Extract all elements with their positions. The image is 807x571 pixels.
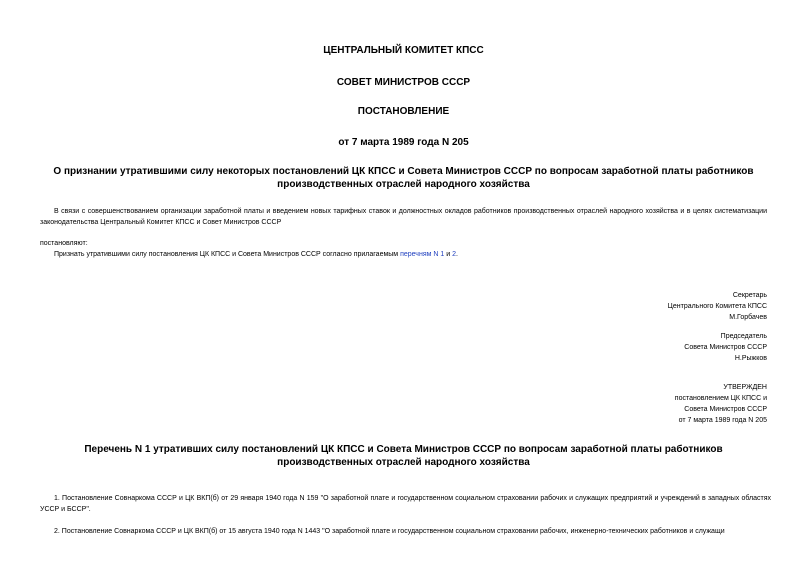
- list-1-link[interactable]: перечням N 1: [400, 251, 445, 258]
- signature-org: Центрального Комитета КПСС: [667, 303, 767, 310]
- decides-label: постановляют:: [40, 240, 88, 247]
- decision-text-mid: и: [444, 251, 453, 258]
- document-type-heading: ПОСТАНОВЛЕНИЕ: [357, 106, 450, 117]
- signature-name: М.Горбачев: [729, 314, 767, 321]
- approval-head: УТВЕРЖДЕН: [723, 384, 767, 391]
- approval-line: постановлением ЦК КПСС и: [674, 395, 767, 402]
- document-date: от 7 марта 1989 года N 205: [338, 137, 469, 148]
- decision-paragraph: [54, 249, 458, 260]
- preamble-paragraph: В связи с совершенствованием организации заработной платы и введением новых тарифных ставок и должностных окладов работников производственных отраслей народного хозяйства и в целях систематизации законодательства Центральный Комитет КПСС и Совет Министров СССР: [40, 208, 767, 226]
- signature-block-secretary: [668, 290, 767, 323]
- list-item: 1. Постановление Совнаркома СССР и ЦК ВКП(б) от 29 января 1940 года N 159 "О заработной плате и государственном социальном страховании рабочих и служащих предприятий и учреждений в западных областях УССР и БССР".: [40, 495, 771, 513]
- signature-title: Секретарь: [732, 292, 767, 299]
- list-item: 2. Постановление Совнаркома СССР и ЦК ВКП(б) от 15 августа 1940 года N 1443 "О заработной плате и государственном социальном страховании рабочих, инженерно-технических работников и служащи: [54, 528, 725, 535]
- approval-line: от 7 марта 1989 года N 205: [678, 417, 767, 424]
- council-heading: СОВЕТ МИНИСТРОВ СССР: [336, 77, 471, 88]
- document-title: О признании утратившими силу некоторых постановлений ЦК КПСС и Совета Министров СССР по вопросам заработной платы работников производственных отраслей народного хозяйства: [53, 166, 754, 190]
- approval-block: [675, 382, 767, 426]
- decision-text-after: .: [455, 251, 458, 258]
- signature-block-chairman: [684, 331, 767, 364]
- signature-title: Председатель: [720, 333, 767, 340]
- signature-name: Н.Рыжков: [734, 355, 767, 362]
- list-title: Перечень N 1 утративших силу постановлений ЦК КПСС и Совета Министров СССР по вопросам заработной платы работников производственных отраслей народного хозяйства: [84, 444, 723, 468]
- decision-text-before: Признать утратившими силу постановления ЦК КПСС и Совета Министров СССР согласно прилагаемым: [54, 251, 401, 258]
- list-2-link[interactable]: 2: [452, 251, 456, 258]
- committee-heading: ЦЕНТРАЛЬНЫЙ КОМИТЕТ КПСС: [323, 45, 484, 56]
- approval-line: Совета Министров СССР: [684, 406, 767, 413]
- signature-org: Совета Министров СССР: [684, 344, 767, 351]
